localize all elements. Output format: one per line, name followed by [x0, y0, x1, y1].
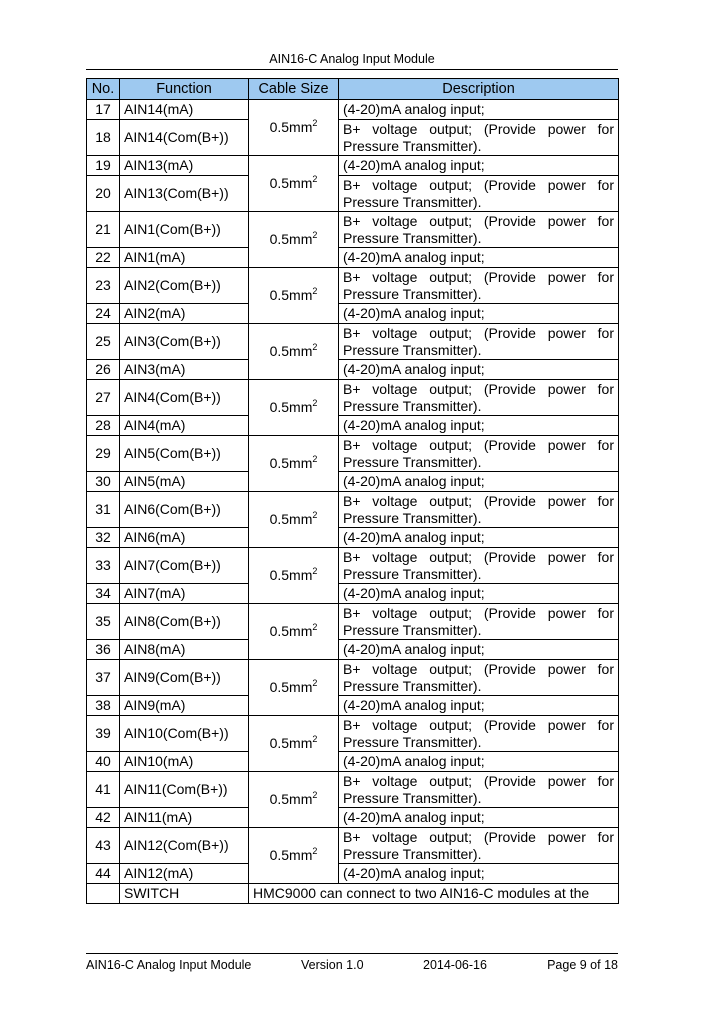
- row-number: 29: [87, 436, 120, 472]
- row-number: 37: [87, 660, 120, 696]
- row-description: B+ voltage output; (Provide power for Pressure Transmitter).: [339, 436, 619, 472]
- cable-size-superscript: 2: [312, 790, 318, 800]
- row-number: 24: [87, 304, 120, 324]
- table-row: [87, 752, 619, 772]
- row-description: (4-20)mA analog input;: [339, 640, 619, 660]
- row-function: AIN2(Com(B+)): [120, 268, 249, 304]
- row-function: AIN8(mA): [120, 640, 249, 660]
- table-row: [87, 604, 619, 640]
- table-row: [87, 304, 619, 324]
- table-row: [87, 324, 619, 360]
- row-number: 22: [87, 248, 120, 268]
- table-row: [87, 360, 619, 380]
- table-row: [87, 884, 619, 904]
- cable-size-value: 0.5mm: [269, 735, 313, 751]
- row-number: 35: [87, 604, 120, 640]
- row-description: B+ voltage output; (Provide power for Pressure Transmitter).: [339, 380, 619, 416]
- cable-size-superscript: 2: [312, 398, 318, 408]
- row-number: 33: [87, 548, 120, 584]
- cable-size-superscript: 2: [312, 846, 318, 856]
- table-row: [87, 584, 619, 604]
- row-number: 34: [87, 584, 120, 604]
- row-description: (4-20)mA analog input;: [339, 528, 619, 548]
- row-number: 32: [87, 528, 120, 548]
- row-function: AIN14(Com(B+)): [120, 120, 249, 156]
- table-row: [87, 268, 619, 304]
- table-row: [87, 380, 619, 416]
- row-description: B+ voltage output; (Provide power for Pressure Transmitter).: [339, 176, 619, 212]
- footer-module-name: AIN16-C Analog Input Module: [86, 958, 252, 972]
- header-divider: [86, 69, 618, 70]
- row-number: 28: [87, 416, 120, 436]
- row-description: (4-20)mA analog input;: [339, 696, 619, 716]
- row-number: 43: [87, 828, 120, 864]
- column-header-description: Description: [339, 79, 619, 100]
- row-function: AIN12(Com(B+)): [120, 828, 249, 864]
- row-description: B+ voltage output; (Provide power for Pressure Transmitter).: [339, 324, 619, 360]
- table-row: [87, 828, 619, 864]
- row-description: (4-20)mA analog input;: [339, 100, 619, 120]
- table-row: [87, 528, 619, 548]
- row-description: B+ voltage output; (Provide power for Pressure Transmitter).: [339, 492, 619, 528]
- row-description: HMC9000 can connect to two AIN16-C modules at the: [249, 884, 619, 904]
- row-function: AIN8(Com(B+)): [120, 604, 249, 640]
- row-function: AIN7(Com(B+)): [120, 548, 249, 584]
- cable-size-superscript: 2: [312, 286, 318, 296]
- row-description: B+ voltage output; (Provide power for Pressure Transmitter).: [339, 660, 619, 696]
- row-cable-size: [249, 212, 339, 268]
- row-number: 25: [87, 324, 120, 360]
- footer-version: Version 1.0: [301, 958, 364, 972]
- row-number: 30: [87, 472, 120, 492]
- row-cable-size: [249, 100, 339, 156]
- row-cable-size: [249, 772, 339, 828]
- row-function: AIN1(Com(B+)): [120, 212, 249, 248]
- cable-size-superscript: 2: [312, 174, 318, 184]
- row-number: 26: [87, 360, 120, 380]
- row-description: B+ voltage output; (Provide power for Pressure Transmitter).: [339, 828, 619, 864]
- row-function: AIN4(mA): [120, 416, 249, 436]
- row-function: AIN4(Com(B+)): [120, 380, 249, 416]
- row-number: 42: [87, 808, 120, 828]
- row-function: AIN10(Com(B+)): [120, 716, 249, 752]
- row-description: (4-20)mA analog input;: [339, 472, 619, 492]
- table-row: [87, 176, 619, 212]
- table-row: [87, 100, 619, 120]
- cable-size-value: 0.5mm: [269, 175, 313, 191]
- row-description: (4-20)mA analog input;: [339, 248, 619, 268]
- table-row: [87, 248, 619, 268]
- table-row: [87, 472, 619, 492]
- row-function: AIN3(mA): [120, 360, 249, 380]
- row-cable-size: [249, 548, 339, 604]
- row-description: (4-20)mA analog input;: [339, 752, 619, 772]
- row-function: SWITCH: [120, 884, 249, 904]
- row-description: (4-20)mA analog input;: [339, 416, 619, 436]
- cable-size-value: 0.5mm: [269, 847, 313, 863]
- table-row: [87, 716, 619, 752]
- cable-size-value: 0.5mm: [269, 231, 313, 247]
- row-description: B+ voltage output; (Provide power for Pressure Transmitter).: [339, 772, 619, 808]
- column-header-cable-size: Cable Size: [249, 79, 339, 100]
- row-function: AIN9(Com(B+)): [120, 660, 249, 696]
- row-description: B+ voltage output; (Provide power for Pressure Transmitter).: [339, 604, 619, 640]
- row-number: 41: [87, 772, 120, 808]
- row-function: AIN1(mA): [120, 248, 249, 268]
- row-description: B+ voltage output; (Provide power for Pressure Transmitter).: [339, 548, 619, 584]
- pin-definition-table: [86, 78, 619, 904]
- cable-size-superscript: 2: [312, 734, 318, 744]
- table-row: [87, 120, 619, 156]
- table-row: [87, 660, 619, 696]
- table-row: [87, 156, 619, 176]
- row-cable-size: [249, 828, 339, 884]
- row-function: AIN12(mA): [120, 864, 249, 884]
- row-function: AIN5(Com(B+)): [120, 436, 249, 472]
- row-number: 31: [87, 492, 120, 528]
- row-number: 20: [87, 176, 120, 212]
- footer-divider: [86, 953, 618, 954]
- table-row: [87, 436, 619, 472]
- table-body: [87, 100, 619, 904]
- row-function: AIN9(mA): [120, 696, 249, 716]
- row-description: (4-20)mA analog input;: [339, 808, 619, 828]
- page-header-title: AIN16-C Analog Input Module: [269, 52, 435, 66]
- row-function: AIN6(mA): [120, 528, 249, 548]
- row-number: 21: [87, 212, 120, 248]
- row-cable-size: [249, 156, 339, 212]
- cable-size-superscript: 2: [312, 510, 318, 520]
- table-row: [87, 808, 619, 828]
- cable-size-superscript: 2: [312, 454, 318, 464]
- row-description: B+ voltage output; (Provide power for Pressure Transmitter).: [339, 716, 619, 752]
- table-row: [87, 212, 619, 248]
- cable-size-superscript: 2: [312, 342, 318, 352]
- row-cable-size: [249, 660, 339, 716]
- row-function: AIN5(mA): [120, 472, 249, 492]
- footer-page-number: Page 9 of 18: [547, 958, 618, 972]
- column-header-function: Function: [120, 79, 249, 100]
- cable-size-superscript: 2: [312, 230, 318, 240]
- table-row: [87, 696, 619, 716]
- column-header-no: No.: [87, 79, 120, 100]
- table-row: [87, 416, 619, 436]
- row-function: AIN2(mA): [120, 304, 249, 324]
- row-number: [87, 884, 120, 904]
- row-cable-size: [249, 380, 339, 436]
- row-function: AIN11(mA): [120, 808, 249, 828]
- row-function: AIN3(Com(B+)): [120, 324, 249, 360]
- cable-size-value: 0.5mm: [269, 679, 313, 695]
- row-function: AIN10(mA): [120, 752, 249, 772]
- row-number: 19: [87, 156, 120, 176]
- cable-size-value: 0.5mm: [269, 119, 313, 135]
- footer-date: 2014-06-16: [423, 958, 487, 972]
- table-row: [87, 772, 619, 808]
- row-cable-size: [249, 716, 339, 772]
- row-description: (4-20)mA analog input;: [339, 304, 619, 324]
- row-number: 44: [87, 864, 120, 884]
- cable-size-superscript: 2: [312, 566, 318, 576]
- row-description: (4-20)mA analog input;: [339, 360, 619, 380]
- table-row: [87, 864, 619, 884]
- row-description: B+ voltage output; (Provide power for Pressure Transmitter).: [339, 212, 619, 248]
- row-function: AIN13(Com(B+)): [120, 176, 249, 212]
- row-number: 17: [87, 100, 120, 120]
- table-header-row: [87, 79, 619, 100]
- row-number: 18: [87, 120, 120, 156]
- row-function: AIN14(mA): [120, 100, 249, 120]
- row-description: B+ voltage output; (Provide power for Pressure Transmitter).: [339, 268, 619, 304]
- cable-size-value: 0.5mm: [269, 567, 313, 583]
- cable-size-value: 0.5mm: [269, 399, 313, 415]
- row-description: (4-20)mA analog input;: [339, 156, 619, 176]
- row-description: (4-20)mA analog input;: [339, 584, 619, 604]
- table-row: [87, 492, 619, 528]
- page-footer: [86, 958, 618, 974]
- table-row: [87, 640, 619, 660]
- cable-size-value: 0.5mm: [269, 287, 313, 303]
- row-cable-size: [249, 436, 339, 492]
- cable-size-superscript: 2: [312, 118, 318, 128]
- cable-size-superscript: 2: [312, 678, 318, 688]
- row-number: 39: [87, 716, 120, 752]
- table-row: [87, 548, 619, 584]
- row-cable-size: [249, 324, 339, 380]
- row-number: 23: [87, 268, 120, 304]
- row-function: AIN13(mA): [120, 156, 249, 176]
- cable-size-value: 0.5mm: [269, 455, 313, 471]
- row-cable-size: [249, 604, 339, 660]
- cable-size-value: 0.5mm: [269, 623, 313, 639]
- row-number: 38: [87, 696, 120, 716]
- row-function: AIN6(Com(B+)): [120, 492, 249, 528]
- cable-size-value: 0.5mm: [269, 791, 313, 807]
- cable-size-value: 0.5mm: [269, 343, 313, 359]
- row-description: (4-20)mA analog input;: [339, 864, 619, 884]
- row-number: 40: [87, 752, 120, 772]
- row-description: B+ voltage output; (Provide power for Pressure Transmitter).: [339, 120, 619, 156]
- cable-size-superscript: 2: [312, 622, 318, 632]
- row-cable-size: [249, 268, 339, 324]
- cable-size-value: 0.5mm: [269, 511, 313, 527]
- row-number: 27: [87, 380, 120, 416]
- row-number: 36: [87, 640, 120, 660]
- row-function: AIN7(mA): [120, 584, 249, 604]
- row-cable-size: [249, 492, 339, 548]
- row-function: AIN11(Com(B+)): [120, 772, 249, 808]
